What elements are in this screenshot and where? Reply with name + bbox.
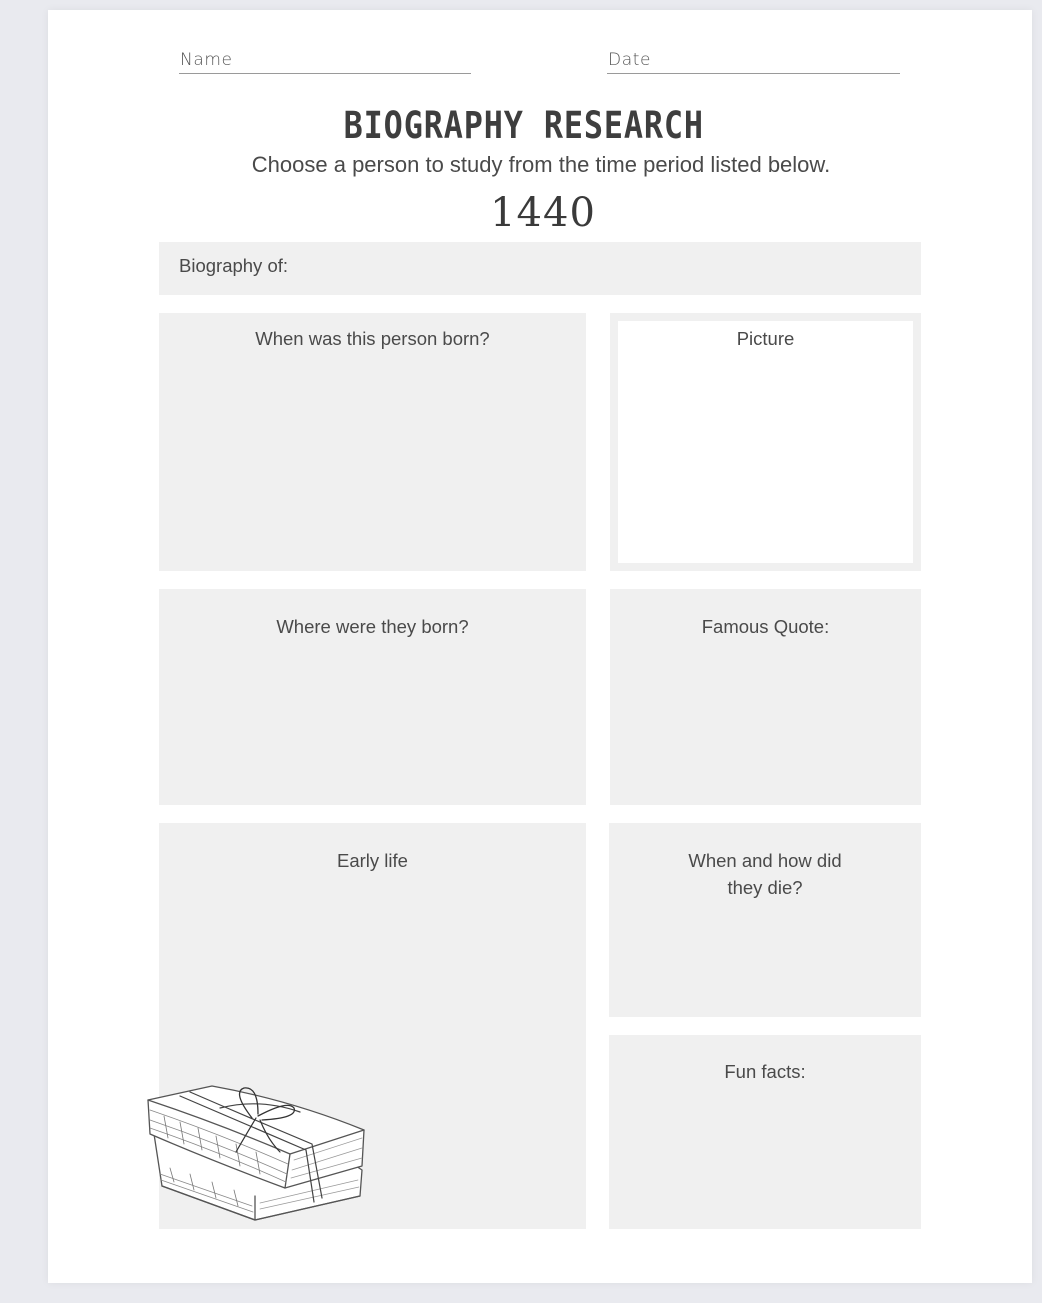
biography-of-field[interactable] xyxy=(159,242,921,295)
death-box[interactable] xyxy=(609,823,921,1017)
born-where-label: Where were they born? xyxy=(276,616,469,637)
death-label-line1: When and how did xyxy=(688,850,842,871)
date-label: Date xyxy=(608,50,652,70)
famous-quote-box[interactable] xyxy=(610,589,921,805)
time-period-year: 1440 xyxy=(490,190,596,236)
famous-quote-label: Famous Quote: xyxy=(701,616,830,637)
born-when-label: When was this person born? xyxy=(255,328,490,349)
fun-facts-box[interactable] xyxy=(609,1035,921,1229)
name-label: Name xyxy=(180,50,233,70)
books-illustration xyxy=(140,1078,376,1228)
picture-frame xyxy=(618,321,913,563)
biography-of-label: Biography of: xyxy=(179,255,289,276)
death-label-line2: they die? xyxy=(727,877,803,898)
born-where-box[interactable] xyxy=(159,589,586,805)
picture-label: Picture xyxy=(736,328,795,349)
picture-box[interactable] xyxy=(610,313,921,571)
fun-facts-label: Fun facts: xyxy=(724,1061,806,1082)
worksheet-title: BIOGRAPHY RESEARCH xyxy=(343,104,704,147)
worksheet-instructions: Choose a person to study from the time period listed below. xyxy=(251,152,831,177)
date-line[interactable] xyxy=(607,73,900,74)
born-when-box[interactable] xyxy=(159,313,586,571)
early-life-label: Early life xyxy=(337,850,408,871)
name-line[interactable] xyxy=(179,73,471,74)
